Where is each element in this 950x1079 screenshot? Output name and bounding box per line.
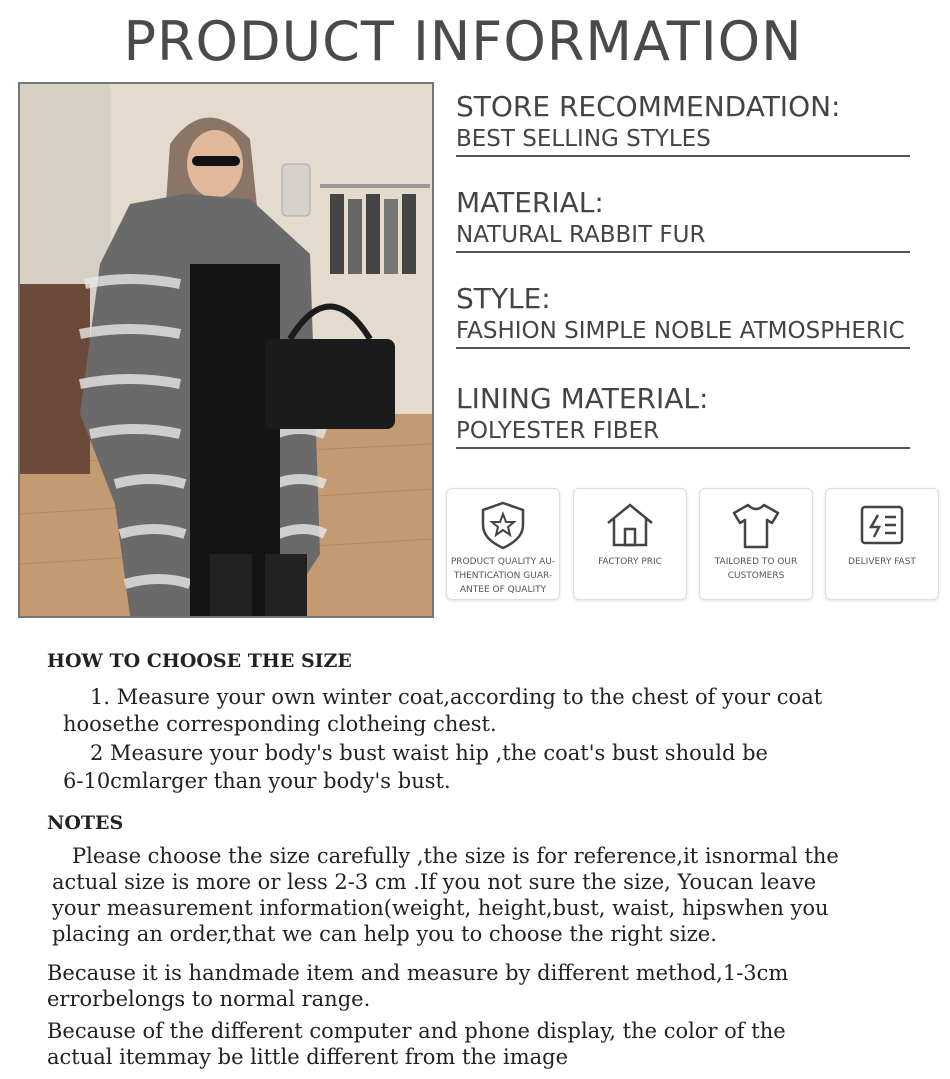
notes-p3-line-1: Because of the different computer and phone display, the color of the <box>47 1019 786 1043</box>
house-icon <box>602 499 658 551</box>
badge-factory-price <box>573 488 687 600</box>
delivery-icon <box>854 499 910 551</box>
spec-value: POLYESTER FIBER <box>456 416 910 449</box>
size-step-1-line-1: 1. Measure your own winter coat,according to the chest of your coat <box>90 685 823 709</box>
badge-delivery <box>825 488 939 600</box>
shield-star-icon <box>477 499 529 551</box>
spec-label: LINING MATERIAL: <box>456 382 709 415</box>
size-step-1-line-2: hoosethe corresponding clotheing chest. <box>63 712 497 736</box>
badge-quality <box>446 488 560 600</box>
page-title: PRODUCT INFORMATION <box>123 10 803 73</box>
spec-value: FASHION SIMPLE NOBLE ATMOSPHERIC <box>456 316 910 349</box>
badge-text: FACTORY PRIC <box>598 557 662 567</box>
spec-label: STORE RECOMMENDATION: <box>456 90 841 123</box>
notes-p3-line-2: actual itemmay be little different from the image <box>47 1045 569 1069</box>
badge-tailored <box>699 488 813 600</box>
notes-p2-line-2: errorbelongs to normal range. <box>47 987 371 1011</box>
badge-text: DELIVERY FAST <box>848 557 916 567</box>
size-guide-heading: HOW TO CHOOSE THE SIZE <box>47 650 352 672</box>
badge-text: TAILORED TO OUR CUSTOMERS <box>714 557 798 581</box>
spec-style <box>456 282 910 349</box>
spec-label: MATERIAL: <box>456 186 604 219</box>
tshirt-icon <box>728 499 784 551</box>
spec-lining-material <box>456 382 910 449</box>
size-step-2-line-1: 2 Measure your body's bust waist hip ,the coat's bust should be <box>90 741 768 765</box>
spec-store-recommendation <box>456 90 910 157</box>
product-photo <box>18 82 434 618</box>
spec-material <box>456 186 910 253</box>
notes-p1-line-4: placing an order,that we can help you to choose the right size. <box>52 922 717 946</box>
spec-value: NATURAL RABBIT FUR <box>456 220 910 253</box>
size-step-2-line-2: 6-10cmlarger than your body's bust. <box>63 769 451 793</box>
badge-text: PRODUCT QUALITY AU-THENTICATION GUAR-ANTEE OF QUALITY <box>450 557 556 595</box>
notes-p2-line-1: Because it is handmade item and measure by different method,1-3cm <box>47 961 789 985</box>
notes-heading: NOTES <box>47 812 124 834</box>
notes-p1-line-3: your measurement information(weight, height,bust, waist, hipswhen you <box>52 896 829 920</box>
notes-p1-line-2: actual size is more or less 2-3 cm .If you not sure the size, Youcan leave <box>52 870 817 894</box>
spec-value: BEST SELLING STYLES <box>456 124 910 157</box>
spec-label: STYLE: <box>456 282 551 315</box>
notes-p1-line-1: Please choose the size carefully ,the size is for reference,it isnormal the <box>72 844 839 868</box>
